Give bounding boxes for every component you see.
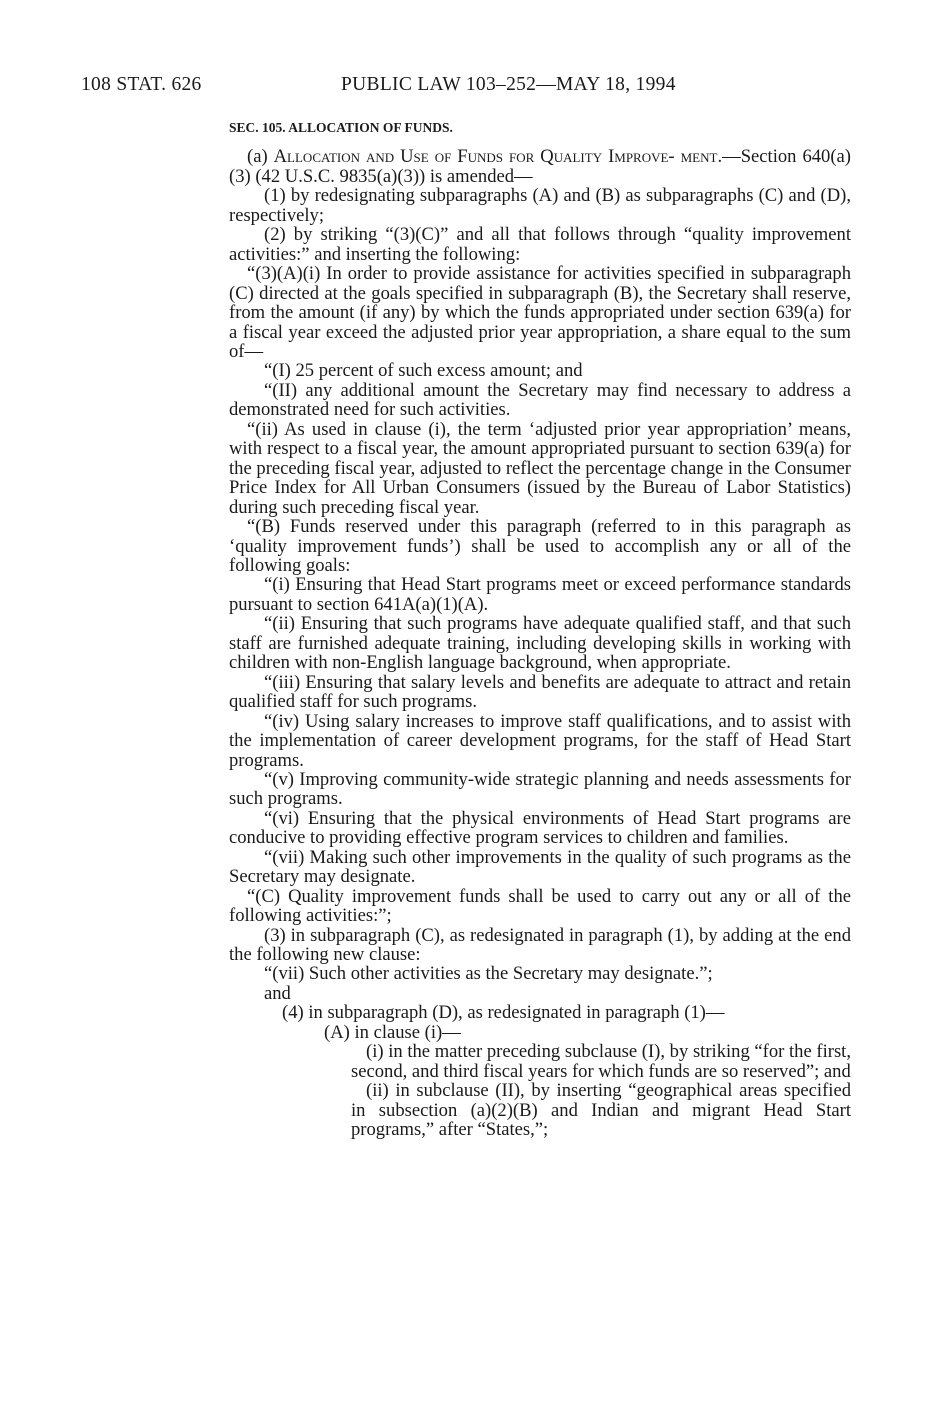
paragraph-4: (4) in subparagraph (D), as redesignated in paragraph (1)— — [282, 1002, 725, 1024]
subparagraph-C: “(C) Quality improvement funds shall be used to carry out any or all of the following activities:”; — [229, 885, 851, 927]
goal-i: “(i) Ensuring that Head Start programs meet or exceed performance standards pursuant to section 641A(a)(1)(A). — [229, 574, 851, 615]
paragraph-2: (2) by striking “(3)(C)” and all that follows through “quality improvement activities:” and inserting the following: — [229, 224, 851, 265]
subsection-a-heading-cont: ment — [680, 146, 718, 168]
goal-v: “(v) Improving community-wide strategic planning and needs assessments for such programs. — [229, 768, 851, 810]
paragraph-4-A: (A) in clause (i)— — [324, 1021, 461, 1043]
goal-iv: “(iv) Using salary increases to improve staff qualifications, and to assist with the implementation of career development programs, for the staff of Head Start programs. — [229, 710, 851, 771]
section-title: SEC. 105. ALLOCATION OF FUNDS. — [229, 120, 453, 135]
public-law-citation: PUBLIC LAW 103–252—MAY 18, 1994 — [341, 74, 676, 95]
goal-vi: “(vi) Ensuring that the physical environments of Head Start programs are conducive to providing effective program services to children and families. — [229, 807, 851, 849]
paragraph-1: (1) by redesignating subparagraphs (A) and (B) as subparagraphs (C) and (D), respectively; — [229, 185, 851, 226]
statute-page-number: 108 STAT. 626 — [81, 74, 202, 95]
subclause-I: “(I) 25 percent of such excess amount; and — [264, 360, 583, 382]
subclause-II: “(II) any additional amount the Secretary may find necessary to address a demonstrated need for such activities. — [229, 379, 851, 421]
clause-ii: “(ii) As used in clause (i), the term ‘adjusted prior year appropriation’ means, with respect to a fiscal year, the amount appropriated pursuant to section 639(a) for the preceding fiscal year, adjusted to reflect the percentage change in the Consumer Price Index for All Urban Consumers (issued by the Bureau of Labor Statistics) during such preceding fiscal year. — [229, 418, 851, 518]
paragraph-4-A-ii: (ii) in subclause (II), by inserting “geographical areas specified in subsection (a)(2)(B) and Indian and migrant Head Start programs,” after “States,”; — [351, 1080, 851, 1141]
subsection-a-text: .—Section 640(a)(3) (42 U.S.C. 9835(a)(3)) is amended— — [229, 146, 851, 187]
paragraph-3-quote: “(vii) Such other activities as the Secretary may designate.”; — [264, 963, 713, 985]
clause-3Ai: “(3)(A)(i) In order to provide assistance for activities specified in subparagraph (C) directed at the goals specified in subparagraph (B), the Secretary shall reserve, from the amount (if any) by which the funds appropriated under section 639(a) for a fiscal year exceed the adjusted prior year appropriation, a share equal to the sum of— — [229, 263, 851, 362]
document-body — [229, 118, 851, 1140]
paragraph-4-A-i: (i) in the matter preceding subclause (I), by striking “for the first, second, and third fiscal years for which funds are so reserved”; and — [351, 1041, 851, 1082]
subsection-a-heading: Allocation and Use of Funds for Quality Improve- — [273, 146, 675, 168]
goal-vii: “(vii) Making such other improvements in the quality of such programs as the Secretary may designate. — [229, 846, 851, 888]
subsection-a: (a) Allocation and Use of Funds for Quality Improve- ment.—Section 640(a)(3) (42 U.S.C. 9835(a)(3)) is amended— — [229, 146, 851, 187]
subparagraph-B: “(B) Funds reserved under this paragraph (referred to in this paragraph as ‘quality improvement funds’) shall be used to accomplish any or all of the following goals: — [229, 516, 851, 576]
and-connector: and — [264, 982, 291, 1004]
goal-ii: “(ii) Ensuring that such programs have adequate qualified staff, and that such staff are furnished adequate training, including developing skills in working with children with non-English language background, when appropriate. — [229, 613, 851, 674]
goal-iii: “(iii) Ensuring that salary levels and benefits are adequate to attract and retain qualified staff for such programs. — [229, 671, 851, 713]
paragraph-3: (3) in subparagraph (C), as redesignated in paragraph (1), by adding at the end the following new clause: — [229, 924, 851, 966]
